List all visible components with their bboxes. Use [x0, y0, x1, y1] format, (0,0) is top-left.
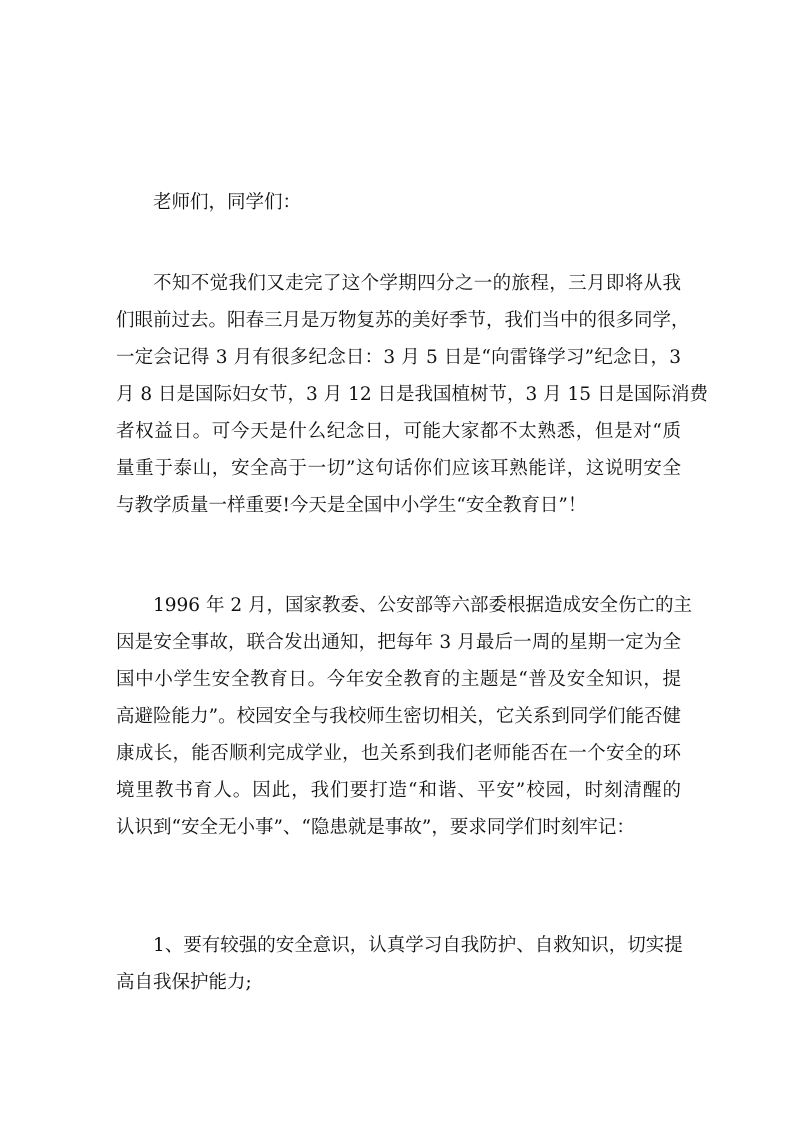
paragraph-line: 国中小学生安全教育日。今年安全教育的主题是“普及安全知识，提 — [116, 669, 681, 690]
paragraph-line: 不知不觉我们又走完了这个学期四分之一的旅程，三月即将从我 — [153, 273, 681, 294]
list-item-line: 1、要有较强的安全意识，认真学习自我防护、自救知识，切实提 — [153, 935, 683, 956]
paragraph-line: 境里教书育人。因此，我们要打造“和谐、平安”校园，时刻清醒的 — [116, 780, 681, 801]
paragraph-line: 月 8 日是国际妇女节，3 月 12 日是我国植树节，3 月 15 日是国际消费 — [116, 384, 708, 405]
paragraph-line: 者权益日。可今天是什么纪念日，可能大家都不太熟悉，但是对“质 — [116, 421, 681, 442]
paragraph-line: 认识到“安全无小事”、“隐患就是事故”，要求同学们时刻牢记： — [116, 817, 635, 838]
list-item-line: 高自我保护能力; — [116, 972, 252, 993]
paragraph-line: 们眼前过去。阳春三月是万物复苏的美好季节，我们当中的很多同学， — [116, 310, 690, 331]
paragraph-line: 高避险能力”。校园安全与我校师生密切相关，它关系到同学们能否健 — [116, 706, 681, 727]
paragraph-line: 量重于泰山，安全高于一切”这句话你们应该耳熟能详，这说明安全 — [116, 458, 681, 479]
greeting: 老师们，同学们： — [153, 192, 302, 213]
paragraph-line: 康成长，能否顺利完成学业，也关系到我们老师能否在一个安全的环 — [116, 743, 681, 764]
paragraph-line: 因是安全事故，联合发出通知，把每年 3 月最后一周的星期一定为全 — [116, 632, 681, 653]
paragraph-line: 一定会记得 3 月有很多纪念日：3 月 5 日是“向雷锋学习”纪念日，3 — [116, 347, 681, 368]
paragraph-line: 1996 年 2 月，国家教委、公安部等六部委根据造成安全伤亡的主 — [153, 595, 692, 616]
paragraph-line: 与教学质量一样重要!今天是全国中小学生“安全教育日”！ — [116, 495, 587, 516]
